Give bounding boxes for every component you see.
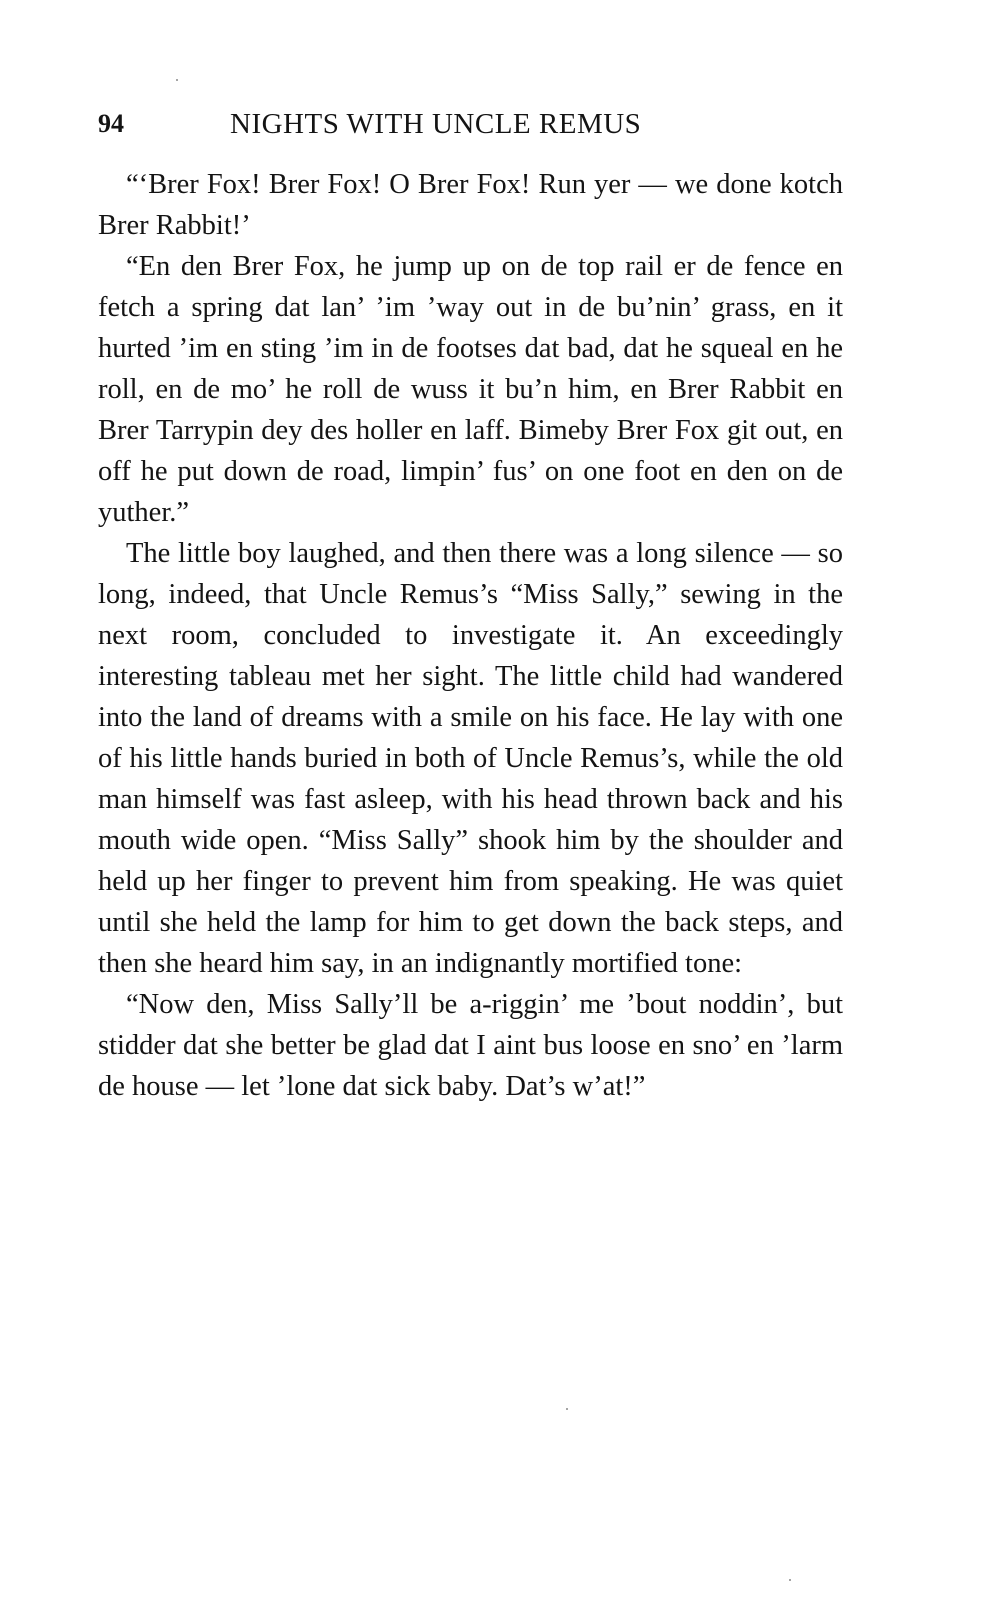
paragraph: The little boy laughed, and then there was a long silence — so long, indeed, that Uncle Remus’s “Miss Sally,” sewing in the next room, concluded to investigate it. An exceedingly interesting tableau met her sight. The little child had wandered into the land of dreams with a smile on his face. He lay with one of his little hands buried in both of Uncle Remus’s, while the old man himself was fast asleep, with his head thrown back and his mouth wide open. “Miss Sally” shook him by the shoulder and held up her finger to prevent him from speaking. He was quiet until she held the lamp for him to get down the back steps, and then she heard him say, in an indignantly mortified tone:	[98, 538, 843, 979]
scan-speck	[566, 1408, 568, 1410]
scan-speck	[789, 1579, 791, 1581]
paragraph: “En den Brer Fox, he jump up on de top rail er de fence en fetch a spring dat lan’ ’im ’way out in de bu’nin’ grass, en it hurted ’im en sting ’im in de footses dat bad, dat he squeal en he roll, en de mo’ he roll de wuss it bu’n him, en Brer Rabbit en Brer Tarrypin dey des holler en laff. Bimeby Brer Fox git out, en off he put down de road, limpin’ fus’ on one foot en den on de yuther.”	[98, 251, 843, 528]
scan-speck	[176, 79, 178, 81]
paragraph: “Now den, Miss Sally’ll be a-riggin’ me ’bout noddin’, but stidder dat she better be glad dat I aint bus loose en sno’ en ’larm de house — let ’lone dat sick baby. Dat’s w’at!”	[98, 989, 843, 1102]
running-title: NIGHTS WITH UNCLE REMUS	[230, 108, 642, 140]
running-head	[98, 104, 846, 144]
page-number: 94	[98, 109, 124, 138]
paragraph: “‘Brer Fox! Brer Fox! O Brer Fox! Run yer — we done kotch Brer Rabbit!’	[98, 169, 843, 241]
body-text	[98, 164, 843, 1107]
